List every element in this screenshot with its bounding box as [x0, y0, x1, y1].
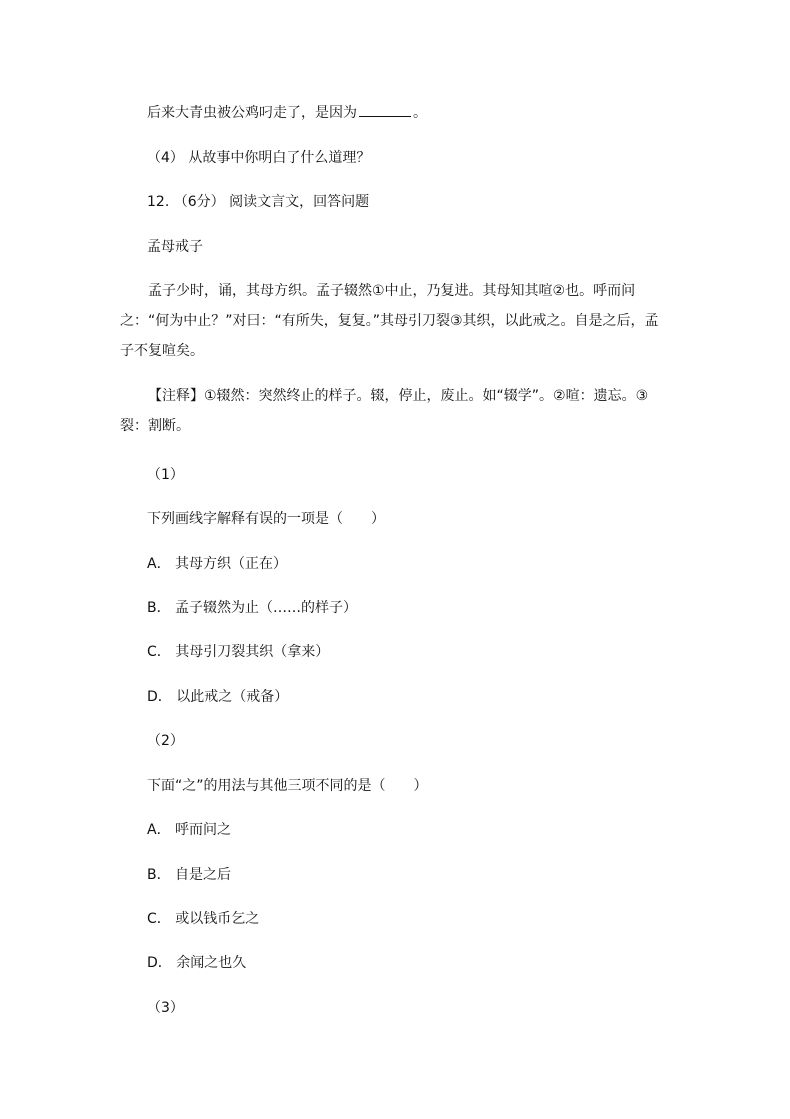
sub1-number: （1）	[147, 467, 184, 483]
sub2-option-a: A． 呼而问之	[147, 822, 232, 838]
q11-tail-prefix: 后来大青虫被公鸡叼走了，是因为	[147, 105, 357, 121]
q12-header: 12. （6分） 阅读文言文，回答问题	[147, 194, 370, 210]
sub2-option-d: D． 余闻之也久	[147, 955, 247, 971]
sub2-stem: 下面“之”的用法与其他三项不同的是（ ）	[147, 778, 428, 794]
sub2-option-c: C． 或以钱币乞之	[147, 911, 260, 927]
q11-sub4: （4） 从故事中你明白了什么道理？	[147, 150, 371, 166]
sub1-stem: 下列画线字解释有误的一项是（ ）	[147, 511, 385, 527]
q11-tail-suffix: 。	[413, 105, 427, 121]
answer-blank	[359, 104, 411, 117]
q11-tail-line	[147, 104, 427, 122]
sub3-number: （3）	[147, 1000, 184, 1016]
sub1-option-c: C． 其母引刀裂其织（拿来）	[147, 644, 330, 660]
sub2-option-b: B． 自是之后	[147, 867, 232, 883]
passage-text: 孟子少时，诵，其母方织。孟子辍然①中止，乃复进。其母知其喧②也。呼而问之：“何为中止？”对曰：“有所失，复复。”其母引刀裂③其织，以此戒之。自是之后，孟子不复喧矣。	[120, 283, 659, 359]
note-text: 【注释】①辍然：突然终止的样子。辍，停止，废止。如“辍学”。②喧：遗忘。③裂：割断。	[120, 388, 649, 434]
sub1-option-a: A． 其母方织（正在）	[147, 556, 288, 572]
passage-title: 孟母戒子	[147, 239, 203, 255]
sub1-option-b: B． 孟子辍然为止（……的样子）	[147, 600, 358, 616]
sub2-number: （2）	[147, 733, 184, 749]
sub1-option-d: D． 以此戒之（戒备）	[147, 689, 289, 705]
